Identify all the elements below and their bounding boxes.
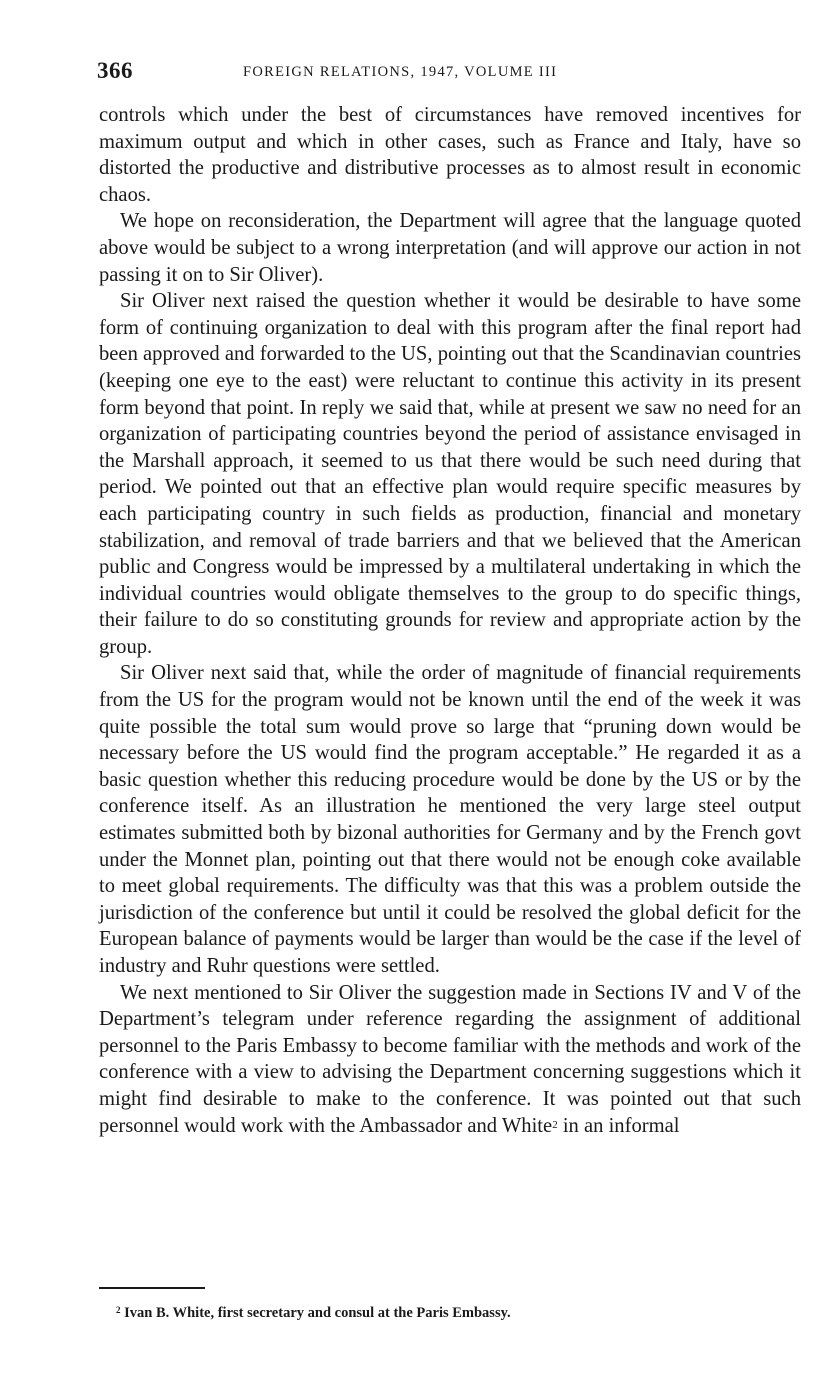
running-head: FOREIGN RELATIONS, 1947, VOLUME III bbox=[243, 64, 558, 80]
paragraph-continuing-organization: Sir Oliver next raised the question whether it would be desirable to have some form of continuing organization to deal with this program after the final report had been approved and forwarded to the US, pointing out that the Scandinavian countries (keeping one eye to the east) were reluctant to continue this activity in its present form beyond that point. In reply we said that, while at present we saw no need for an organization of participating countries beyond the period of assistance envisaged in the Marshall approach, it seemed to us that there would be such need during that period. We pointed out that an effective plan would require specific measures by each participating country in such fields as production, financial and monetary stabilization, and removal of trade barriers and that we believed that the American public and Congress would be impressed by a multilateral undertaking in which the individual countries would obligate themselves to the group to do specific things, their failure to do so constituting grounds for review and appropriate action by the group. bbox=[99, 290, 801, 658]
page-header bbox=[97, 58, 801, 88]
paragraph-continuation: controls which under the best of circumstances have removed incentives for maximum output and which in other cases, such as France and Italy, have so distorted the productive and distributive processes as to almost result in economic chaos. bbox=[99, 104, 801, 206]
footnote-divider bbox=[99, 1287, 205, 1289]
footnote-reference: 2 bbox=[552, 1119, 558, 1132]
paragraph-additional-personnel bbox=[99, 980, 801, 1140]
paragraph-financial-requirements: Sir Oliver next said that, while the order of magnitude of financial requirements from the US for the program would not be known until the end of the week it was quite possible the total sum would prove so large that “pruning down would be necessary before the US would find the program acceptable.” He regarded it as a basic question whether this reducing procedure would be done by the US or by the conference itself. As an illustration he mentioned the very large steel output estimates submitted both by bizonal authorities for Germany and by the French govt under the Monnet plan, pointing out that there would not be enough coke available to meet global requirements. The difficulty was that this was a problem outside the jurisdiction of the conference but until it could be resolved the global deficit for the European balance of payments would be larger than would be the case if the level of industry and Ruhr questions were settled. bbox=[99, 662, 801, 977]
footnote-text: Ivan B. White, first secretary and consul at the Paris Embassy. bbox=[124, 1305, 511, 1321]
page-number: 366 bbox=[97, 58, 133, 83]
footnote bbox=[116, 1303, 806, 1323]
body-text bbox=[99, 102, 801, 1139]
paragraph-reconsideration: We hope on reconsideration, the Department will agree that the language quoted above would be subject to a wrong interpretation (and will approve our action in not passing it on to Sir Oliver). bbox=[99, 210, 801, 286]
footnote-marker: 2 bbox=[116, 1305, 121, 1316]
paragraph-text-end: in an informal bbox=[557, 1114, 680, 1137]
paragraph-text: We next mentioned to Sir Oliver the suggestion made in Sections IV and V of the Department’s telegram under reference regarding the assignment of additional personnel to the Paris Embassy to become familiar with the methods and work of the conference with a view to advising the Department concerning suggestions which it might find desirable to make to the conference. It was pointed out that such personnel would work with the Ambassador and White bbox=[99, 981, 801, 1137]
